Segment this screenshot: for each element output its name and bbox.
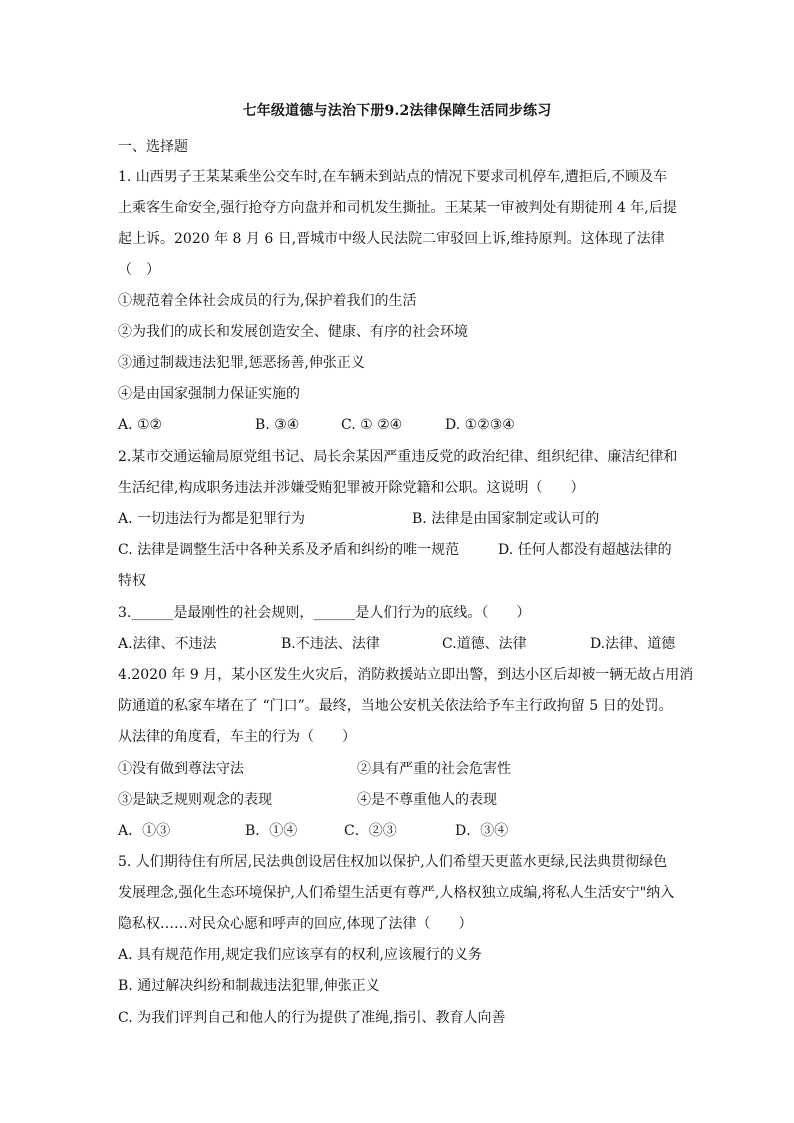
q3-option-c: C.道德、法律 xyxy=(442,636,527,652)
q2-line-1: 2.某市交通运输局原党组书记、局长余某因严重违反党的政治纪律、组织纪律、廉洁纪律和 xyxy=(118,449,678,465)
q4-option-c: C．②③ xyxy=(344,823,397,839)
q1-item-4: ④是由国家强制力保证实施的 xyxy=(118,386,300,402)
q1-line-1: 1. 山西男子王某某乘坐公交车时,在车辆未到站点的情况下要求司机停车,遭拒后,不顾及车 xyxy=(118,169,668,185)
q3-option-b: B.不违法、法律 xyxy=(281,636,380,652)
q1-option-c: C. ① ②④ xyxy=(341,417,403,433)
q2-option-b: B. 法律是由国家制定或认可的 xyxy=(412,511,600,527)
q5-option-b: B. 通过解决纠纷和制裁违法犯罪,伸张正义 xyxy=(118,978,380,994)
q4-line-2: 防通道的私家车堵在了 “门口”。最终，当地公安机关依法给予车主行政拘留 5 日的处罚。 xyxy=(118,698,673,714)
q2-option-d: D. 任何人都没有超越法律的 xyxy=(498,542,672,558)
q1-option-a: A. ①② xyxy=(118,417,163,433)
q3-line: 3.______是最刚性的社会规则，______是人们行为的底线。（ ） xyxy=(118,605,531,621)
q3-option-a: A.法律、不违法 xyxy=(118,636,217,652)
q5-option-c: C. 为我们评判自己和他人的行为提供了准绳,指引、教育人向善 xyxy=(118,1010,506,1026)
q4-option-b: B．①④ xyxy=(245,823,298,839)
section-heading: 一、选择题 xyxy=(118,139,188,155)
q1-option-b: B. ③④ xyxy=(255,417,300,433)
q1-line-4: （ ） xyxy=(118,262,160,278)
q5-line-3: 隐私权……对民众心愿和呼声的回应,体现了法律（ ） xyxy=(118,916,473,932)
q2-option-a: A. 一切违法行为都是犯罪行为 xyxy=(118,511,306,527)
q3-option-d: D.法律、道德 xyxy=(590,636,676,652)
q2-option-d-continued: 特权 xyxy=(118,573,146,589)
q4-line-3: 从法律的角度看，车主的行为（ ） xyxy=(118,729,356,745)
q4-item-4: ④是不尊重他人的表现 xyxy=(357,792,497,808)
q4-option-a: A．①③ xyxy=(118,823,171,839)
q2-line-2: 生活纪律,构成职务违法并涉嫌受贿犯罪被开除党籍和公职。这说明（ ） xyxy=(118,480,585,496)
q4-item-1: ①没有做到尊法守法 xyxy=(118,761,244,777)
q5-line-2: 发展理念,强化生态环境保护,人们希望生活更有尊严,人格权独立成编,将私人生活安宁"纳入 xyxy=(118,885,675,901)
q5-line-1: 5. 人们期待住有所居,民法典创设居住权加以保护,人们希望天更蓝水更绿,民法典贯彻绿色 xyxy=(118,854,668,870)
q1-item-2: ②为我们的成长和发展创造安全、健康、有序的社会环境 xyxy=(118,324,468,340)
q1-option-d: D. ①②③④ xyxy=(445,417,515,433)
q1-item-1: ①规范着全体社会成员的行为,保护着我们的生活 xyxy=(118,293,417,309)
q1-line-3: 起上诉。2020 年 8 月 6 日,晋城市中级人民法院二审驳回上诉,维持原判。这体现了法律 xyxy=(118,231,665,247)
q4-option-d: D．③④ xyxy=(455,823,509,839)
document-title: 七年级道德与法治下册9.2法律保障生活同步练习 xyxy=(242,103,552,119)
q4-item-3: ③是缺乏规则观念的表现 xyxy=(118,792,272,808)
q1-item-3: ③通过制裁违法犯罪,惩恶扬善,伸张正义 xyxy=(118,355,365,371)
q4-line-1: 4.2020 年 9 月，某小区发生火灾后，消防救援站立即出警，到达小区后却被一辆无故占用消 xyxy=(118,667,694,683)
q1-line-2: 上乘客生命安全,强行抢夺方向盘并和司机发生撕扯。王某某一审被判处有期徒刑 4 年,后提 xyxy=(118,200,677,216)
q4-item-2: ②具有严重的社会危害性 xyxy=(357,761,511,777)
q2-option-c: C. 法律是调整生活中各种关系及矛盾和纠纷的唯一规范 xyxy=(118,542,460,558)
q5-option-a: A. 具有规范作用,规定我们应该享有的权利,应该履行的义务 xyxy=(118,947,482,963)
